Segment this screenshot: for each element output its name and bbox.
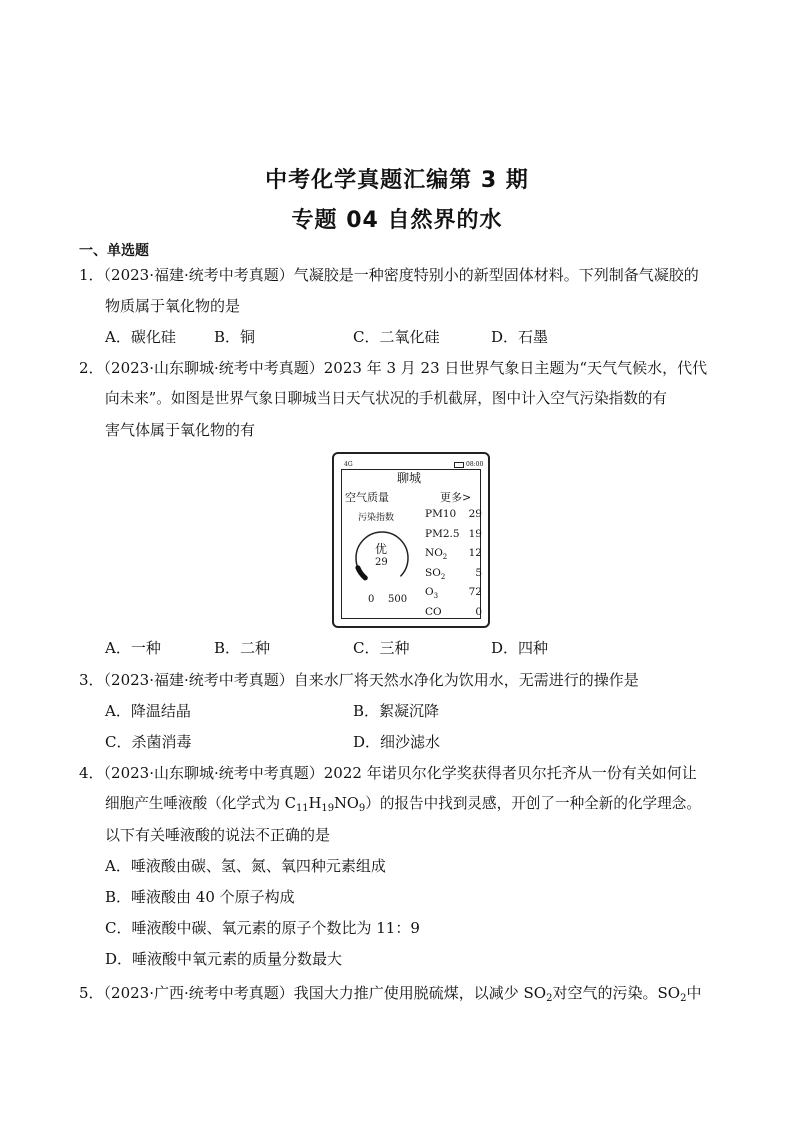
subscript: 11 [295, 803, 309, 814]
question-4 [79, 763, 697, 783]
question-number: 3． [79, 671, 104, 689]
option-b: B．絮凝沉降 [353, 702, 440, 720]
pollutant-name: CO [425, 605, 442, 618]
pollutant-label [425, 567, 445, 579]
page-title: 中考化学真题汇编第 3 期 [265, 168, 529, 193]
signal-indicator: 4G [344, 461, 353, 468]
question-source: （2023·福建·统考中考真题） [103, 266, 294, 284]
question-text: 2022 年诺贝尔化学奖获得者贝尔托齐从一份有关如何让 [323, 764, 697, 782]
scale-max: 500 [388, 594, 408, 605]
aqi-level: 优 [375, 542, 388, 556]
question-source: （2023·福建·统考中考真题） [103, 671, 294, 689]
pollutant-name: NO [425, 547, 443, 559]
question-source: （2023·广西·统考中考真题） [103, 984, 294, 1002]
option-b: B．唾液酸由 40 个原子构成 [105, 888, 295, 906]
phone-screenshot-figure [332, 452, 490, 628]
option-c: C．唾液酸中碳、氧元素的原子个数比为 11：9 [105, 919, 420, 937]
air-quality-label: 空气质量 [345, 491, 389, 504]
pollutant-value: 5 [475, 566, 482, 579]
question-text [105, 794, 701, 814]
option-c: C．二氧化硅 [353, 328, 440, 346]
option-a: A．唾液酸由碳、氢、氮、氧四种元素组成 [105, 857, 386, 875]
pollutant-name: SO [425, 566, 441, 579]
option-d: D．四种 [491, 639, 549, 657]
pollutant-name: PM2.5 [425, 527, 460, 540]
question-number: 1． [79, 266, 104, 284]
question-text: 气凝胶是一种密度特别小的新型固体材料。下列制备气凝胶的 [293, 266, 699, 284]
text-fragment: 我国大力推广使用脱硫煤，以减少 SO [293, 984, 547, 1002]
question-text: 害气体属于氧化物的有 [105, 421, 256, 439]
pollutant-value: 0 [475, 605, 482, 618]
city-name: 聊城 [397, 471, 422, 485]
scale-min: 0 [368, 594, 375, 605]
option-d: D．唾液酸中氧元素的质量分数最大 [105, 950, 343, 968]
pollutant-value: 19 [468, 527, 482, 540]
option-d: D．细沙滤水 [353, 733, 441, 751]
option-b: B．二种 [214, 639, 271, 657]
subscript: 2 [680, 993, 687, 1004]
pollutant-subscript: 3 [433, 592, 439, 600]
text-fragment: 细胞产生唾液酸（化学式为 C [105, 795, 296, 812]
aqi-value: 29 [375, 557, 388, 568]
question-source: （2023·山东聊城·统考中考真题） [103, 764, 324, 782]
text-fragment: ）的报告中找到灵感，开创了一种全新的化学理念。 [365, 795, 701, 812]
text-fragment: 对空气的污染。SO [552, 984, 681, 1002]
gauge-fill [358, 568, 365, 578]
question-text: 物质属于氧化物的是 [105, 297, 241, 315]
subscript: 19 [321, 803, 335, 814]
option-b: B．铜 [214, 328, 256, 346]
question-5 [79, 983, 701, 1003]
more-link: 更多> [440, 491, 472, 504]
question-text: 自来水厂将天然水净化为饮用水，无需进行的操作是 [293, 671, 639, 689]
question-3 [79, 670, 639, 690]
question-number: 4． [79, 764, 104, 782]
text-fragment: 中 [686, 984, 702, 1002]
text-fragment: H [308, 795, 322, 812]
question-number: 2． [79, 359, 104, 377]
option-a: A．降温结晶 [105, 702, 191, 720]
question-number: 5． [79, 984, 104, 1002]
text-fragment: NO [334, 795, 359, 812]
option-a: A．碳化硅 [105, 328, 176, 346]
pollutant-name: PM10 [425, 508, 457, 520]
pollutant-value: 72 [468, 586, 482, 598]
option-d: D．石墨 [491, 328, 549, 346]
pollutant-subscript: 2 [440, 572, 446, 581]
question-2 [79, 358, 707, 378]
pollutant-label [425, 586, 438, 598]
subscript: 9 [358, 803, 366, 814]
page-subtitle: 专题 04 自然界的水 [291, 208, 503, 233]
option-c: C．三种 [353, 639, 410, 657]
question-text: 向未来”。如图是世界气象日聊城当日天气状况的手机截屏，图中计入空气污染指数的有 [105, 390, 668, 407]
status-time: 08:00 [466, 461, 484, 468]
question-text: 以下有关唾液酸的说法不正确的是 [105, 826, 331, 844]
option-a: A．一种 [105, 639, 161, 657]
pollutant-name: O [425, 586, 434, 598]
question-source: （2023·山东聊城·统考中考真题） [103, 359, 324, 377]
question-text: 2023 年 3 月 23 日世界气象日主题为“天气气候水，代代 [323, 359, 708, 377]
phone-screen [341, 469, 481, 619]
option-c: C．杀菌消毒 [105, 733, 192, 751]
pollutant-value: 12 [468, 547, 482, 559]
pollution-index-label: 污染指数 [358, 513, 395, 523]
pollutant-label [425, 547, 447, 559]
subscript: 2 [546, 993, 553, 1004]
question-1 [79, 265, 699, 285]
section-heading: 一、单选题 [79, 243, 149, 259]
pollutant-subscript: 2 [442, 553, 448, 561]
pollutant-value: 29 [468, 508, 482, 520]
